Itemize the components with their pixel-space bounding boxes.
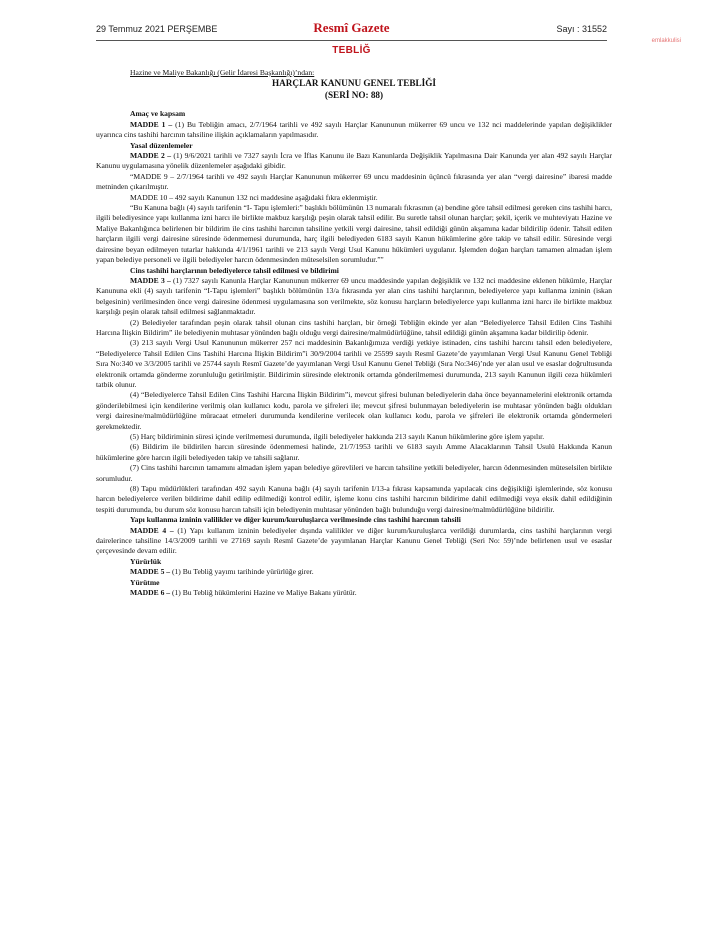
heading-collection: Cins tashihi harçlarının belediyelerce tahsil edilmesi ve bildirimi bbox=[130, 265, 339, 275]
article-3-para-5: (5) Harç bildiriminin süresi içinde verilmemesi durumunda, ilgili belediyeler hakkında 213 sayılı Kanun hükümlerine göre işlem yapılır. bbox=[130, 432, 545, 441]
article-5-label: MADDE 5 – bbox=[130, 567, 171, 577]
article-5 bbox=[96, 567, 612, 577]
section-title: TEBLİĞ bbox=[332, 45, 371, 56]
article-1-text: (1) Bu Tebliğin amacı, 2/7/1964 tarihli ve 492 sayılı Harçlar Kanununun mükerrer 69 uncu ve 132 nci maddelerinde yapılan değişiklikler uyarınca cins tashihi harcının tahsiline ilişkin açıklamaların yapılmasıdır. bbox=[96, 119, 612, 140]
heading-effective: Yürürlük bbox=[130, 556, 162, 566]
article-3-para-2: (2) Belediyeler tarafından peşin olarak tahsil olunan cins tashihi harçları, bir örneği Tebliğin ekinde yer alan “Belediyelerce Tahsil Edilen Cins Tashihi Harcına İlişkin Bildirim” ile belediyenin muhtasar yönünden bağlı olduğu vergi dairesine/malmüdürlüğüne, tahsil edildiği günün akşamına kadar bildirilip ödenir. bbox=[96, 317, 612, 337]
issuer-line: Hazine ve Maliye Bakanlığı (Gelir İdaresi Başkanlığı)’ndan: bbox=[130, 68, 315, 77]
article-3-text: (1) 7327 sayılı Kanunla Harçlar Kanununun mükerrer 69 uncu maddesinde yapılan değişiklik ve 132 nci maddesine eklenen hükümle, Harçlar Kanununa ekli (4) sayılı tarifenin “I-Tapu işlemleri” başlıklı bölümünün 13/a fıkrasında yer alan cins tashihi harçlarının, belediyelerce yapı kullanma izninin (iskan belgesinin) verilmesinden önce vergi dairesine ödenmesi uygulamasına son verilmekte, söz konusu harçların belediyelerce yapı kullanma izni harcı ile birlikte makbuz karşılığı peşin olarak tahsil edilmesi sağlanmaktadır. bbox=[96, 275, 612, 317]
article-3-para-4: (4) “Belediyelerce Tahsil Edilen Cins Tashihi Harcına İlişkin Bildirim”i, mevcut şifresi bulunan belediyelerin daha önce beyannamelerini elektronik ortamda gönderilebilmesi için kendilerine verilmiş olan kullanıcı kodu, parola ve şifreleri ile; mevcut şifresi bulunmayan belediyelerin ise muhtasar yönünden bağlı oldukları vergi dairesine/malmüdürlüğüne müracaat etmeleri durumunda kendilerine verilecek olan kullanıcı kodu, parola ve şifreleri ile elektronik ortamda göndermeleri gerekmektedir. bbox=[96, 390, 612, 431]
article-1 bbox=[96, 120, 612, 141]
heading-legal: Yasal düzenlemeler bbox=[130, 140, 193, 150]
article-4 bbox=[96, 526, 612, 557]
article-2-para-b: “MADDE 9 – 2/7/1964 tarihli ve 492 sayılı Harçlar Kanununun mükerrer 69 uncu maddesinin üçüncü fıkrasında yer alan “vergi dairesine” ibaresi madde metninden çıkarılmıştır. bbox=[96, 171, 612, 192]
watermark-stamp: emlakkulisi bbox=[651, 38, 681, 44]
masthead bbox=[96, 20, 607, 41]
issue-date: 29 Temmuz 2021 PERŞEMBE bbox=[96, 24, 218, 34]
gazette-name: Resmî Gazete bbox=[313, 20, 390, 35]
heading-purpose: Amaç ve kapsam bbox=[130, 109, 186, 119]
heading-execution: Yürütme bbox=[130, 577, 160, 587]
article-1-label: MADDE 1 – bbox=[130, 119, 173, 129]
document-body bbox=[96, 68, 612, 599]
article-2-text: (1) 9/6/2021 tarihli ve 7327 sayılı İcra ve İflas Kanunu ile Bazı Kanunlarda Değişiklik Yapılmasına Dair Kanunda yer alan 492 sayılı Harçlar Kanunu uygulamasına yönelik düzenlemeler aşağıdaki gibidir. bbox=[96, 151, 612, 171]
article-2-para-c: MADDE 10 – 492 sayılı Kanunun 132 nci maddesine aşağıdaki fıkra eklenmiştir. bbox=[130, 192, 378, 202]
heading-permits: Yapı kullanma izninin valilikler ve diğer kurum/kuruluşlarca verilmesinde cins tashihi harcının tahsili bbox=[130, 515, 461, 525]
communique-title: HARÇLAR KANUNU GENEL TEBLİĞİ bbox=[272, 78, 436, 89]
article-6-label: MADDE 6 – bbox=[130, 588, 171, 598]
issue-number: Sayı : 31552 bbox=[556, 24, 607, 34]
article-4-label: MADDE 4 – bbox=[130, 525, 174, 535]
article-6-text: (1) Bu Tebliğ hükümlerini Hazine ve Maliye Bakanı yürütür. bbox=[170, 588, 357, 598]
article-2 bbox=[96, 151, 612, 172]
article-4-text: (1) Yapı kullanım izninin belediyeler dışında valilikler ve diğer kurum/kuruluşlarca verildiği durumlarda, cins tashihi harçlarının vergi dairelerince tahsiline 14/3/2009 tarihli ve 27169 sayılı Resmî Gazete’de yayımlanan Harçlar Kanunu Genel Tebliği (Seri No: 59)’nde belirlenen usul ve esaslar çerçevesinde devam edilir. bbox=[96, 525, 613, 556]
article-3 bbox=[96, 276, 612, 318]
article-6 bbox=[96, 588, 612, 598]
article-2-para-d: “Bu Kanuna bağlı (4) sayılı tarifenin “I- Tapu işlemleri:” başlıklı bölümünün 13 numaralı fıkrasının (a) bendine göre tahsil edilmesi gereken cins tashihi harcı, ilgili belediyesince yapı kullanma izni harcı ile birlikte makbuz karşılığı peşin olarak tahsil edilir. Bu suretle tahsil olunan harçlar; şekil, içerik ve muhteviyatı Hazine ve Maliye Bakanlığınca belirlenen bir bildirim ile cins tashihi harcının tahsiline yetkili vergi dairesine, tahsil edildiği günün akşamına kadar bildirilip ödenir. Tahsil edilen harçların ilgili vergi dairesine süresinde ödenmemesi durumunda, harç ilgili belediyeden 6183 sayılı Kanun hükümlerine göre takip ve tahsil edilir. Süresinde vergi dairesine beyan edilmeyen tutarlar hakkında 4/1/1961 tarihli ve 213 sayılı Vergi Usul Kanunu hükümleri uygulanır. İşlemden doğan harçları tamamen almadan işlem yapan belediye personeli ve ilgili belediyeler harcın ödenmesinden müteselsilen sorumludur.”" bbox=[96, 203, 612, 265]
article-3-label: MADDE 3 – bbox=[130, 275, 171, 285]
communique-series: (SERİ NO: 88) bbox=[324, 89, 384, 100]
article-3-para-6: (6) Bildirim ile bildirilen harcın süresinde ödenmemesi halinde, 21/7/1953 tarihli ve 6183 sayılı Amme Alacaklarının Tahsil Usulü Hakkında Kanun hükümlerine göre harcın ilgili belediyeden takip ve tahsili sağlanır. bbox=[96, 442, 612, 462]
article-5-text: (1) Bu Tebliğ yayımı tarihinde yürürlüğe girer. bbox=[170, 567, 314, 577]
article-3-para-7: (7) Cins tashihi harcının tamamını almadan işlem yapan belediye görevlileri ve harcın tahsiline yetkili belediyeler, harcın ödenmesinden müteselsilen birlikte sorumludur. bbox=[96, 463, 612, 483]
article-2-label: MADDE 2 – bbox=[130, 151, 171, 161]
article-3-para-3: (3) 213 sayılı Vergi Usul Kanununun mükerrer 257 nci maddesinin Bakanlığımıza verdiği yetkiye istinaden, cins tashihi harcını tahsil eden belediyelere, “Belediyelerce Tahsil Edilen Cins Tashihi Harcına İlişkin Bildirim”i 30/9/2004 tarihli ve 25599 sayılı Resmî Gazete’de yayımlanan Vergi Usul Kanunu Genel Tebliği Sıra No:340 ve 3/3/2005 tarihli ve 25744 sayılı Resmî Gazete’de yayımlanan Vergi Usul Kanunu Genel Tebliği (Sıra No:346)’nde yer alan usul ve esaslar doğrultusunda elektronik ortamda gönderme zorunluluğu getirilmiştir. Bildirimin süresinde elektronik ortamda gönderilmemesi durumunda, 213 sayılı Kanunun ilgili ceza hükümleri tatbik olunur. bbox=[96, 338, 612, 389]
article-3-para-8: (8) Tapu müdürlükleri tarafından 492 sayılı Kanuna bağlı (4) sayılı tarifenin I/13-a fıkrası kapsamında yapılacak cins değişikliği işlemlerinde, söz konusu harcın belediyelerce verilen bildirime dahil edilip edilmediği kontrol edilir, işleme konu cins tashihi harcının bildirime dahil edilmediği veya eksik dahil edildiğinin tespiti durumunda, bu durum söz konusu harcın tahsili için belediyenin muhtasar yönünden bağlı bulunduğu vergi dairesine/malmüdürlüğüne bildirilir. bbox=[96, 484, 612, 514]
